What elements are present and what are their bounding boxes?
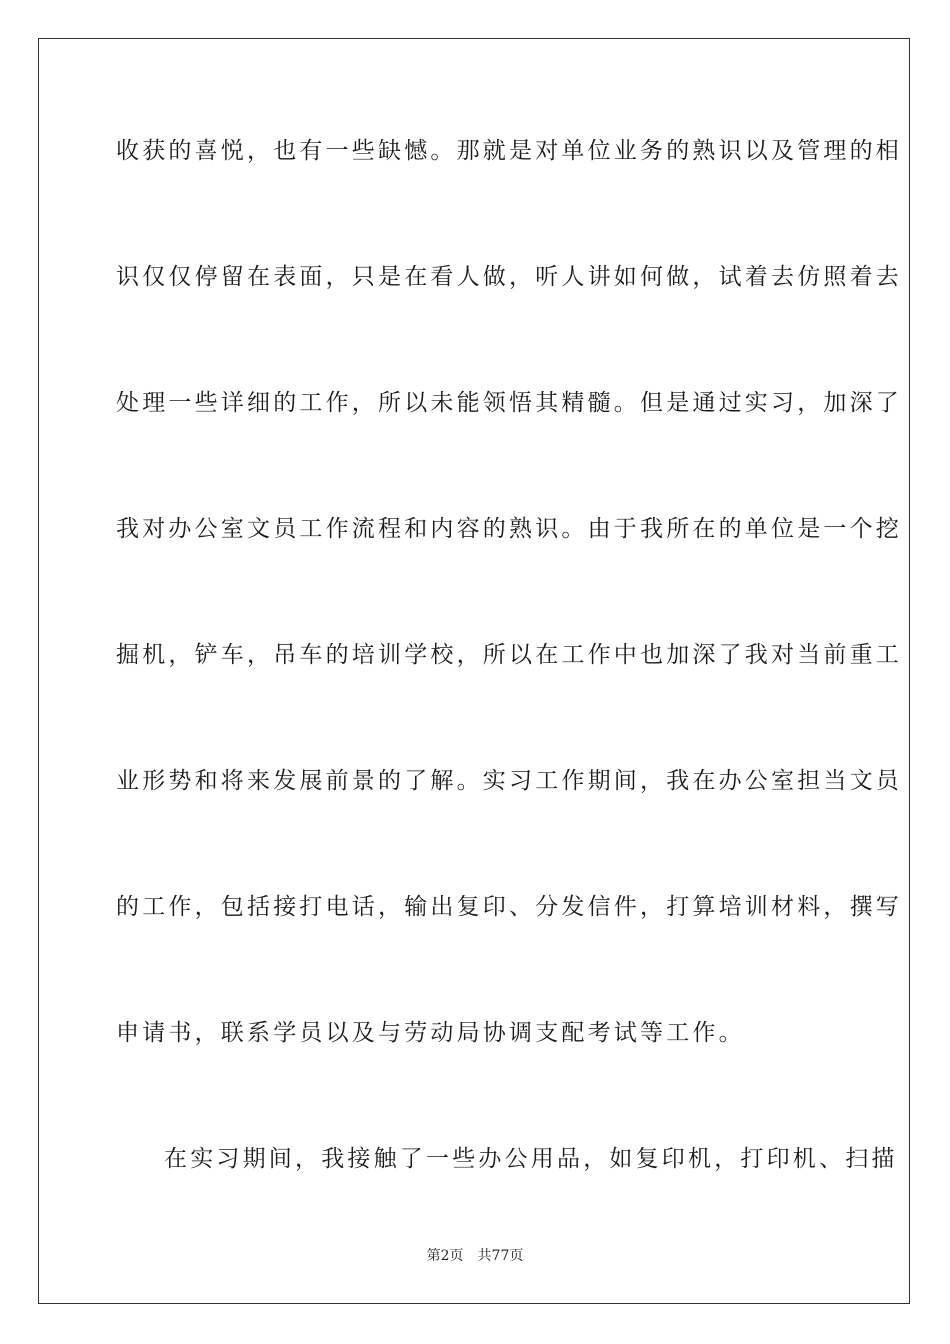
paragraph-line: 掘机，铲车，吊车的培训学校，所以在工作中也加深了我对当前重工 <box>116 642 902 668</box>
paragraph-line: 收获的喜悦，也有一些缺憾。那就是对单位业务的熟识以及管理的相 <box>116 138 902 164</box>
paragraph-line: 识仅仅停留在表面，只是在看人做，听人讲如何做，试着去仿照着去 <box>116 264 902 290</box>
page-number: 第2页 <box>426 1248 464 1264</box>
paragraph-line: 业形势和将来发展前景的了解。实习工作期间，我在办公室担当文员 <box>116 768 902 794</box>
paragraph-line: 我对办公室文员工作流程和内容的熟识。由于我所在的单位是一个挖 <box>116 516 902 542</box>
page-footer <box>0 1245 950 1265</box>
paragraph-line: 处理一些详细的工作，所以未能领悟其精髓。但是通过实习，加深了 <box>116 390 902 416</box>
paragraph-line: 申请书，联系学员以及与劳动局协调支配考试等工作。 <box>116 1020 745 1046</box>
paragraph-line: 的工作，包括接打电话，输出复印、分发信件，打算培训材料，撰写 <box>116 894 902 920</box>
paragraph-line-indented: 在实习期间，我接触了一些办公用品，如复印机，打印机、扫描 <box>164 1146 898 1172</box>
page-total: 共77页 <box>477 1248 524 1264</box>
